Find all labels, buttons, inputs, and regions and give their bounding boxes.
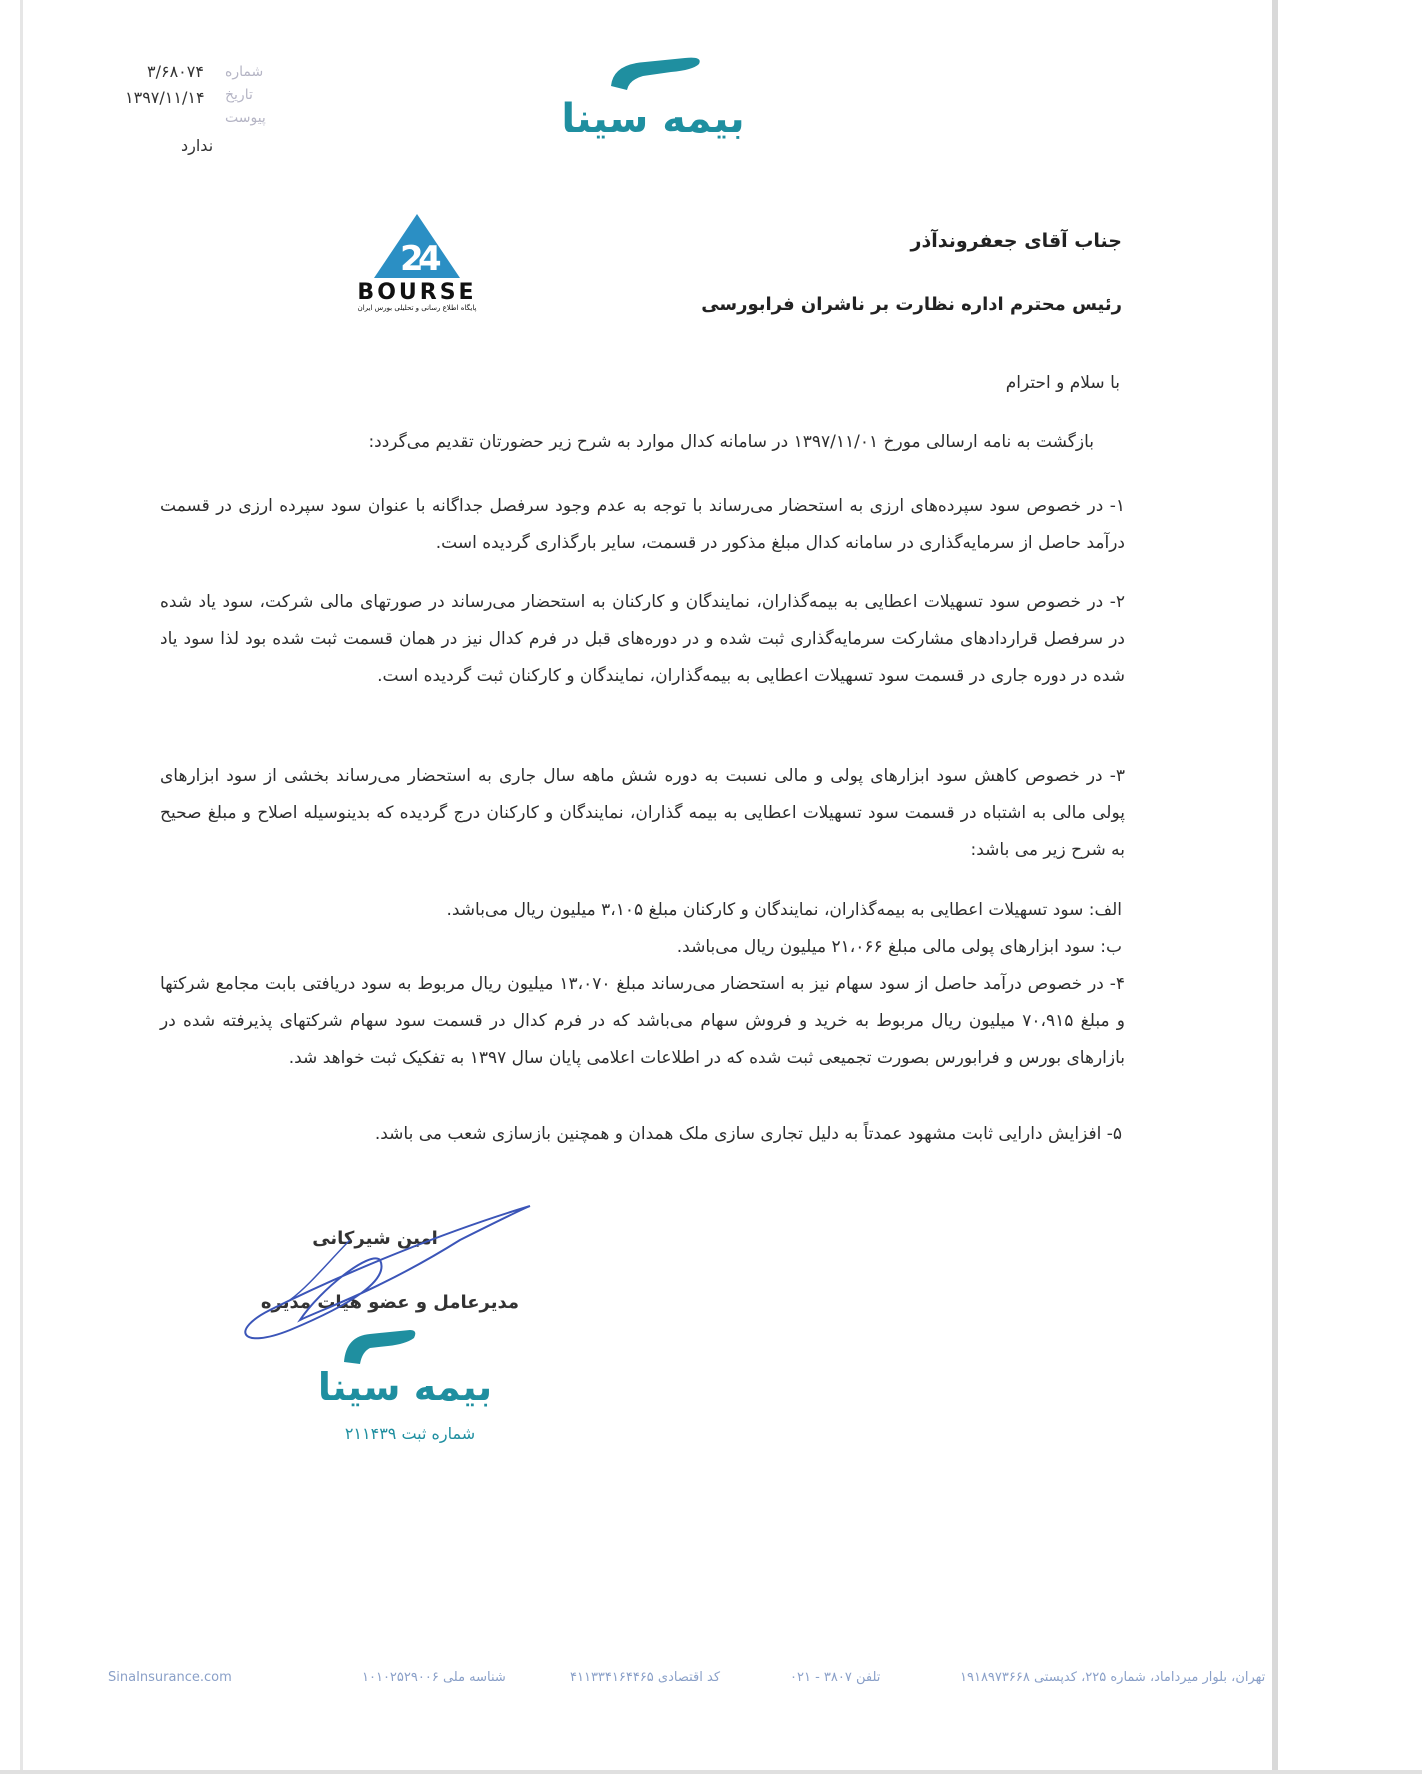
bourse-watermark bbox=[352, 212, 482, 314]
svg-text:2: 2 bbox=[400, 239, 424, 279]
addressee-name: جناب آقای جعفروندآذر bbox=[910, 230, 1122, 252]
item-5: ۵- افزایش دارایی ثابت مشهود عمدتاً به دلیل تجاری سازی ملک همدان و همچنین بازسازی شعب می باشد. bbox=[374, 1124, 1122, 1144]
logo-text: بیمه سینا bbox=[561, 96, 745, 142]
footer-address: تهران، بلوار میرداماد، شماره ۲۲۵، کدپستی ۱۹۱۸۹۷۳۶۶۸ bbox=[960, 1670, 1266, 1685]
footer-phone: تلفن ۳۸۰۷ - ۰۲۱ bbox=[790, 1670, 881, 1685]
date-label: تاریخ bbox=[225, 87, 253, 103]
footer bbox=[100, 1670, 1266, 1694]
sub-item-b: ب: سود ابزارهای پولی مالی مبلغ ۲۱،۰۶۶ میلیون ریال می‌باشد. bbox=[676, 937, 1122, 957]
footer-national-id: شناسه ملی ۱۰۱۰۲۵۲۹۰۰۶ bbox=[362, 1670, 506, 1685]
sub-item-a: الف: سود تسهیلات اعطایی به بیمه‌گذاران، نمایندگان و کارکنان مبلغ ۳،۱۰۵ میلیون ریال می‌باشد. bbox=[446, 900, 1122, 920]
attachment-value: ندارد bbox=[181, 136, 214, 155]
sina-insurance-logo bbox=[553, 50, 753, 140]
attachment-label: پیوست bbox=[225, 110, 266, 126]
svg-text:4: 4 bbox=[418, 239, 442, 279]
intro-line: بازگشت به نامه ارسالی مورخ ۱۳۹۷/۱۱/۰۱ در سامانه کدال موارد به شرح زیر حضورتان تقدیم می‌گردد: bbox=[368, 432, 1094, 452]
greeting: با سلام و احترام bbox=[1005, 373, 1120, 393]
item-3: ۳- در خصوص کاهش سود ابزارهای پولی و مالی نسبت به دوره شش ماهه سال جاری به استحضار می‌رساند بخشی از سود ابزارهای پولی مالی به اشتباه در قسمت سود تسهیلات اعطایی به بیمه گذاران، نمایندگان و کارکنان درج گردیده که بدینوسیله اصلاح و مبلغ صحیح به شرح زیر می باشد: bbox=[160, 766, 1125, 860]
bourse-word: BOURSE bbox=[357, 280, 477, 305]
date-value: ۱۳۹۷/۱۱/۱۴ bbox=[125, 88, 205, 107]
signatory-title: مدیرعامل و عضو هیات مدیره bbox=[260, 1292, 520, 1313]
scan-edge-bottom bbox=[0, 1770, 1422, 1774]
stamp-mark-icon bbox=[340, 1322, 420, 1368]
bourse-subtitle: پایگاه اطلاع رسانی و تحلیلی بورس ایران bbox=[357, 304, 477, 312]
item-2: ۲- در خصوص سود تسهیلات اعطایی به بیمه‌گذاران، نمایندگان و کارکنان به استحضار می‌رساند در صورتهای مالی شرکت، سود یاد شده در سرفصل قراردادهای مشارکت سرمایه‌گذاری ثبت شده و در دوره‌های قبل در فرم کدال نیز در همان قسمت ثبت شده بود لذا سود یاد شده در دوره جاری در قسمت سود تسهیلات اعطایی به بیمه‌گذاران، نمایندگان و کارکنان ثبت گردیده است. bbox=[160, 592, 1125, 686]
number-label: شماره bbox=[225, 64, 264, 80]
number-value: ۳/۶۸۰۷۴ bbox=[147, 62, 204, 81]
scan-edge-left bbox=[20, 0, 23, 1774]
footer-economic-code: کد اقتصادی ۴۱۱۳۳۴۱۶۴۴۶۵ bbox=[570, 1670, 721, 1685]
footer-website[interactable]: SinaInsurance.com bbox=[108, 1670, 232, 1685]
scan-edge-right bbox=[1272, 0, 1278, 1774]
item-1: ۱- در خصوص سود سپرده‌های ارزی به استحضار می‌رساند با توجه به عدم وجود سرفصل جداگانه با عنوان سود سپرده ارزی در قسمت درآمد حاصل از سرمایه‌گذاری در سامانه کدال مبلغ مذکور در قسمت، سایر بارگذاری گردیده است. bbox=[160, 496, 1125, 553]
stamp-logo-text: بیمه سینا bbox=[317, 1365, 493, 1409]
bourse-triangle-icon bbox=[352, 212, 482, 282]
addressee-title: رئیس محترم اداره نظارت بر ناشران فرابورسی bbox=[701, 294, 1122, 315]
signatory-name: امین شیرکانی bbox=[312, 1228, 438, 1249]
item-4: ۴- در خصوص درآمد حاصل از سود سهام نیز به استحضار می‌رساند مبلغ ۱۳،۰۷۰ میلیون ریال مربوط به سود دریافتی بابت مجامع شرکتها و مبلغ ۷۰،۹۱۵ میلیون ریال مربوط به خرید و فروش سهام می‌باشد که در فرم کدال در قسمت سود سهام شرکتهای پذیرفته شده در بازارهای بورس و فرابورس بصورت تجمیعی ثبت شده که در اطلاعات اعلامی پایان سال ۱۳۹۷ به تفکیک ثبت خواهد شد. bbox=[160, 974, 1126, 1068]
logo-mark-icon bbox=[553, 50, 753, 100]
registration-number: شماره ثبت ۲۱۱۴۳۹ bbox=[344, 1424, 476, 1443]
